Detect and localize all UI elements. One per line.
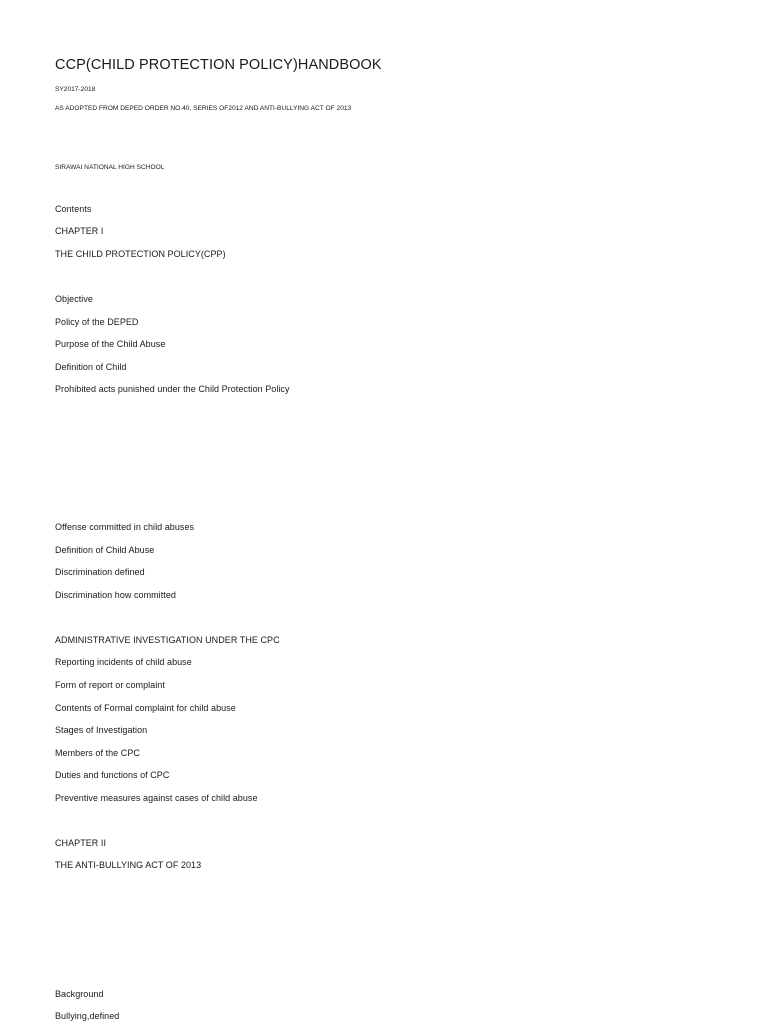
toc-item: Discrimination defined [55, 567, 145, 577]
toc-item: Offense committed in child abuses [55, 522, 195, 532]
chapter-2-label: CHAPTER II [55, 838, 107, 848]
toc-item: Definition of Child Abuse [55, 545, 155, 555]
toc-item: Form of report or complaint [55, 680, 165, 690]
toc-item: Discrimination how committed [55, 590, 176, 600]
admin-investigation-heading: ADMINISTRATIVE INVESTIGATION UNDER THE CPC [55, 635, 280, 645]
toc-item: Duties and functions of CPC [55, 770, 170, 780]
toc-item: Contents of Formal complaint for child abuse [55, 703, 236, 713]
toc-item: Stages of Investigation [55, 725, 148, 735]
toc-item: Objective [55, 294, 93, 304]
toc-item: Prohibited acts punished under the Child Protection Policy [55, 384, 290, 394]
toc-item: Preventive measures against cases of child abuse [55, 793, 258, 803]
toc-item: Members of the CPC [55, 748, 140, 758]
toc-item: Bullying,defined [55, 1011, 120, 1021]
toc-item: Background [55, 989, 104, 999]
chapter-2-title: THE ANTI-BULLYING ACT OF 2013 [55, 860, 202, 870]
document-title: CCP(CHILD PROTECTION POLICY)HANDBOOK [55, 57, 382, 73]
school-year: SY2017-2018 [55, 86, 96, 93]
toc-item: Definition of Child [55, 362, 127, 372]
chapter-1-title: THE CHILD PROTECTION POLICY(CPP) [55, 249, 226, 259]
chapter-1-label: CHAPTER I [55, 226, 104, 236]
toc-item: Policy of the DEPED [55, 317, 139, 327]
adoption-note: AS ADOPTED FROM DEPED ORDER NO.40, SERIES OF2012 AND ANTI-BULLYING ACT OF 2013 [55, 105, 352, 112]
toc-item: Reporting incidents of child abuse [55, 657, 192, 667]
contents-heading: Contents [55, 204, 92, 214]
toc-item: Purpose of the Child Abuse [55, 339, 166, 349]
school-name: SIRAWAI NATIONAL HIGH SCHOOL [55, 164, 165, 171]
